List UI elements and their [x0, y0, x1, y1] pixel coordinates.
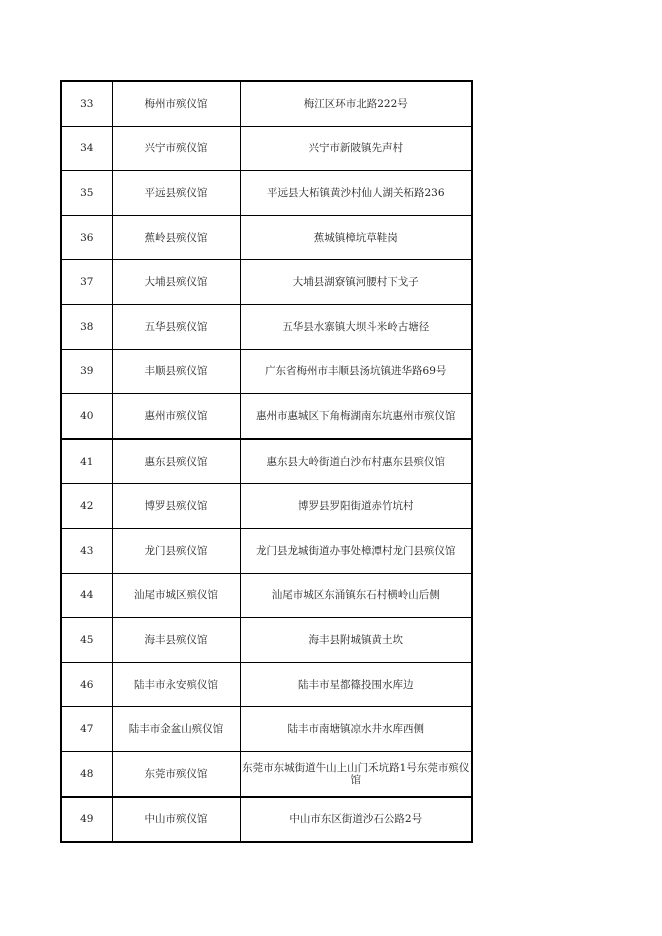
- row-number-cell: 40: [61, 394, 112, 439]
- table-row: [61, 81, 472, 126]
- funeral-home-name-cell: 平远县殡仪馆: [112, 171, 240, 216]
- funeral-home-address-cell: 梅江区环市北路222号: [240, 81, 472, 126]
- funeral-home-name-cell: 大埔县殡仪馆: [112, 260, 240, 305]
- funeral-home-name-cell: 博罗县殡仪馆: [112, 484, 240, 529]
- funeral-home-address-cell: 五华县水寨镇大坝斗米岭古塘径: [240, 304, 472, 349]
- funeral-home-address-cell: 陆丰市南塘镇凉水井水库西侧: [240, 707, 472, 752]
- table-row: [61, 260, 472, 305]
- row-number-cell: 35: [61, 171, 112, 216]
- row-number-cell: 48: [61, 751, 112, 796]
- row-number-cell: 41: [61, 439, 112, 484]
- table-row: [61, 707, 472, 752]
- table-row: [61, 751, 472, 796]
- funeral-home-name-cell: 龙门县殡仪馆: [112, 528, 240, 573]
- funeral-home-table-container: [60, 80, 471, 843]
- row-number-cell: 46: [61, 662, 112, 707]
- row-number-cell: 37: [61, 260, 112, 305]
- row-number-cell: 38: [61, 304, 112, 349]
- table-row: [61, 304, 472, 349]
- funeral-home-name-cell: 惠州市殡仪馆: [112, 394, 240, 439]
- funeral-home-name-cell: 汕尾市城区殡仪馆: [112, 573, 240, 618]
- row-number-cell: 34: [61, 126, 112, 171]
- funeral-home-address-cell: 陆丰市星都篠投围水库边: [240, 662, 472, 707]
- table-row: [61, 528, 472, 573]
- row-number-cell: 36: [61, 215, 112, 260]
- funeral-home-address-cell: 汕尾市城区东涌镇东石村横岭山后侧: [240, 573, 472, 618]
- funeral-home-address-cell: 博罗县罗阳街道赤竹坑村: [240, 484, 472, 529]
- table-row: [61, 439, 472, 484]
- table-row: [61, 394, 472, 439]
- funeral-home-name-cell: 五华县殡仪馆: [112, 304, 240, 349]
- funeral-home-table: [60, 80, 473, 843]
- funeral-home-name-cell: 蕉岭县殡仪馆: [112, 215, 240, 260]
- funeral-home-address-cell: 龙门县龙城街道办事处樟潭村龙门县殡仪馆: [240, 528, 472, 573]
- row-number-cell: 39: [61, 349, 112, 394]
- funeral-home-name-cell: 海丰县殡仪馆: [112, 618, 240, 663]
- table-row: [61, 215, 472, 260]
- funeral-home-name-cell: 东莞市殡仪馆: [112, 751, 240, 796]
- funeral-home-name-cell: 中山市殡仪馆: [112, 797, 240, 843]
- funeral-home-name-cell: 梅州市殡仪馆: [112, 81, 240, 126]
- funeral-home-address-cell: 中山市东区街道沙石公路2号: [240, 797, 472, 843]
- table-row: [61, 573, 472, 618]
- funeral-home-name-cell: 陆丰市永安殡仪馆: [112, 662, 240, 707]
- row-number-cell: 43: [61, 528, 112, 573]
- table-row: [61, 349, 472, 394]
- funeral-home-name-cell: 兴宁市殡仪馆: [112, 126, 240, 171]
- funeral-home-address-cell: 惠州市惠城区下角梅湖南东坑惠州市殡仪馆: [240, 394, 472, 439]
- table-row: [61, 126, 472, 171]
- row-number-cell: 47: [61, 707, 112, 752]
- funeral-home-name-cell: 惠东县殡仪馆: [112, 439, 240, 484]
- funeral-home-address-cell: 兴宁市新陂镇先声村: [240, 126, 472, 171]
- funeral-home-address-cell: 广东省梅州市丰顺县汤坑镇进华路69号: [240, 349, 472, 394]
- table-body: [61, 81, 472, 842]
- row-number-cell: 42: [61, 484, 112, 529]
- funeral-home-address-cell: 海丰县附城镇黄土坎: [240, 618, 472, 663]
- table-row: [61, 662, 472, 707]
- funeral-home-address-cell: 蕉城镇樟坑草鞋岗: [240, 215, 472, 260]
- row-number-cell: 49: [61, 797, 112, 843]
- table-row: [61, 484, 472, 529]
- funeral-home-address-cell: 大埔县湖寮镇河腰村下戈子: [240, 260, 472, 305]
- table-row: [61, 618, 472, 663]
- funeral-home-name-cell: 陆丰市金盆山殡仪馆: [112, 707, 240, 752]
- funeral-home-name-cell: 丰顺县殡仪馆: [112, 349, 240, 394]
- row-number-cell: 44: [61, 573, 112, 618]
- row-number-cell: 45: [61, 618, 112, 663]
- funeral-home-address-cell: 平远县大柘镇黄沙村仙人湖关柘路236: [240, 171, 472, 216]
- funeral-home-address-cell: 惠东县大岭街道白沙布村惠东县殡仪馆: [240, 439, 472, 484]
- row-number-cell: 33: [61, 81, 112, 126]
- table-row: [61, 797, 472, 843]
- funeral-home-address-cell: 东莞市东城街道牛山上山门禾坑路1号东莞市殡仪馆: [240, 751, 472, 796]
- table-row: [61, 171, 472, 216]
